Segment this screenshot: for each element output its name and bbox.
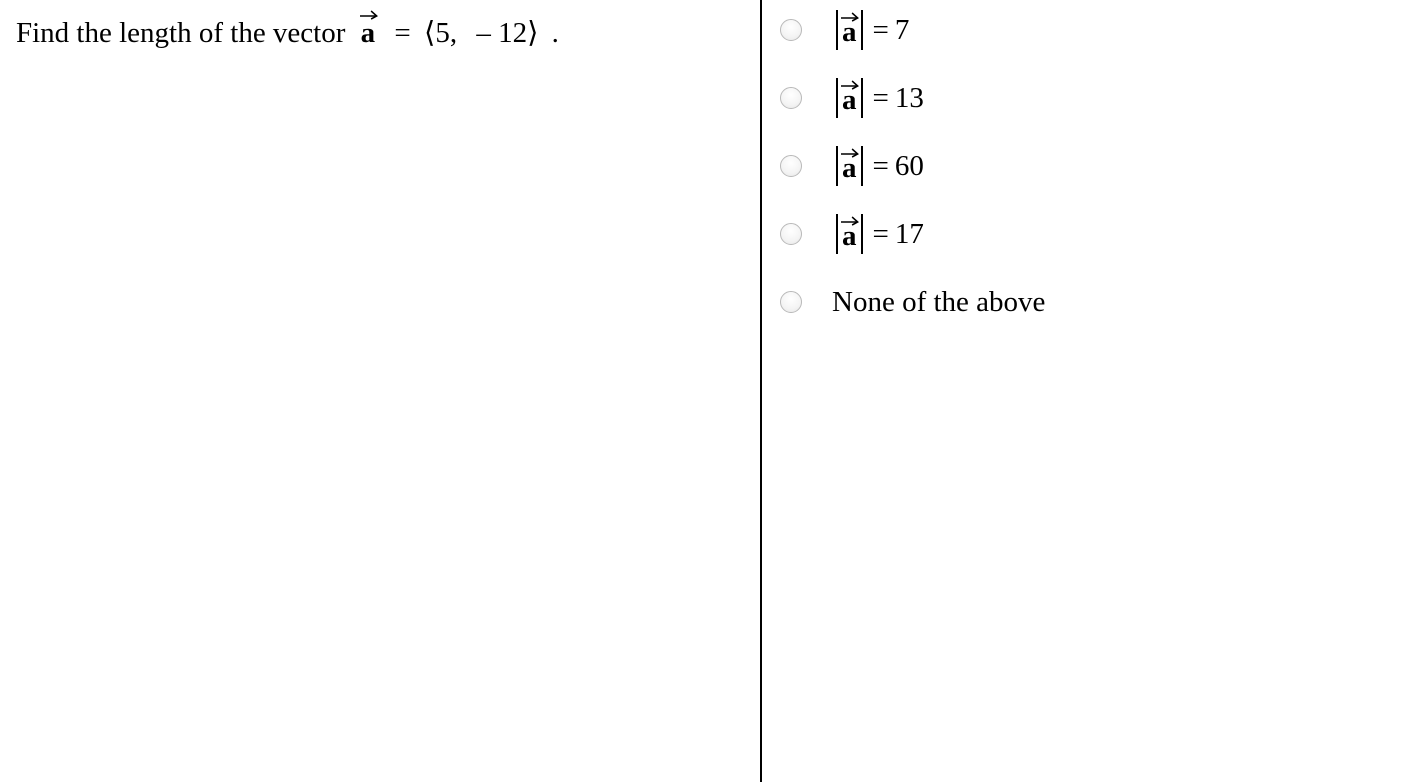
equals-sign: = [872,13,889,46]
option-3-value: 60 [894,149,924,182]
option-1[interactable] [780,8,909,52]
abs-bar-left [836,146,838,186]
vector-a: a [842,148,857,185]
option-3[interactable] [780,144,924,188]
answers-pane [762,0,1413,782]
option-1-expression [832,10,867,50]
equals-sign: = [872,217,889,250]
vector-a: a [361,10,376,52]
equals-sign: = [872,149,889,182]
abs-bar-left [836,78,838,118]
radio-button-3[interactable] [780,155,802,177]
option-4-value: 17 [894,217,924,250]
radio-button-1[interactable] [780,19,802,41]
option-5-label: None of the above [832,285,1046,318]
question-text [16,10,559,52]
option-1-value: 7 [894,13,910,46]
close-angle: ⟩ [527,17,539,49]
abs-bar-right [861,214,863,254]
radio-button-2[interactable] [780,87,802,109]
component-1: 5, [435,17,458,49]
option-4-expression [832,214,867,254]
option-2-value: 13 [894,81,924,114]
vector-arrow-icon [841,12,860,22]
equals-sign: = [394,17,411,49]
option-4[interactable] [780,212,924,256]
component-2: – 12 [476,17,528,49]
abs-bar-right [861,10,863,50]
option-2[interactable] [780,76,924,120]
option-2-expression [832,78,867,118]
radio-button-5[interactable] [780,291,802,313]
open-angle: ⟨ [424,17,436,49]
option-3-expression [832,146,867,186]
radio-button-4[interactable] [780,223,802,245]
abs-bar-right [861,146,863,186]
vector-a: a [842,80,857,117]
vector-arrow-icon [841,216,860,226]
question-prefix: Find the length of the vector [16,17,346,49]
abs-bar-right [861,78,863,118]
vector-arrow-icon [841,148,860,158]
abs-bar-left [836,10,838,50]
option-5[interactable] [780,280,1045,324]
vector-arrow-icon [841,80,860,90]
vector-arrow-icon [360,10,379,20]
abs-bar-left [836,214,838,254]
vector-expression [361,10,559,52]
vector-a: a [842,216,857,253]
question-suffix: . [551,17,559,49]
vector-a: a [842,12,857,49]
equals-sign: = [872,81,889,114]
